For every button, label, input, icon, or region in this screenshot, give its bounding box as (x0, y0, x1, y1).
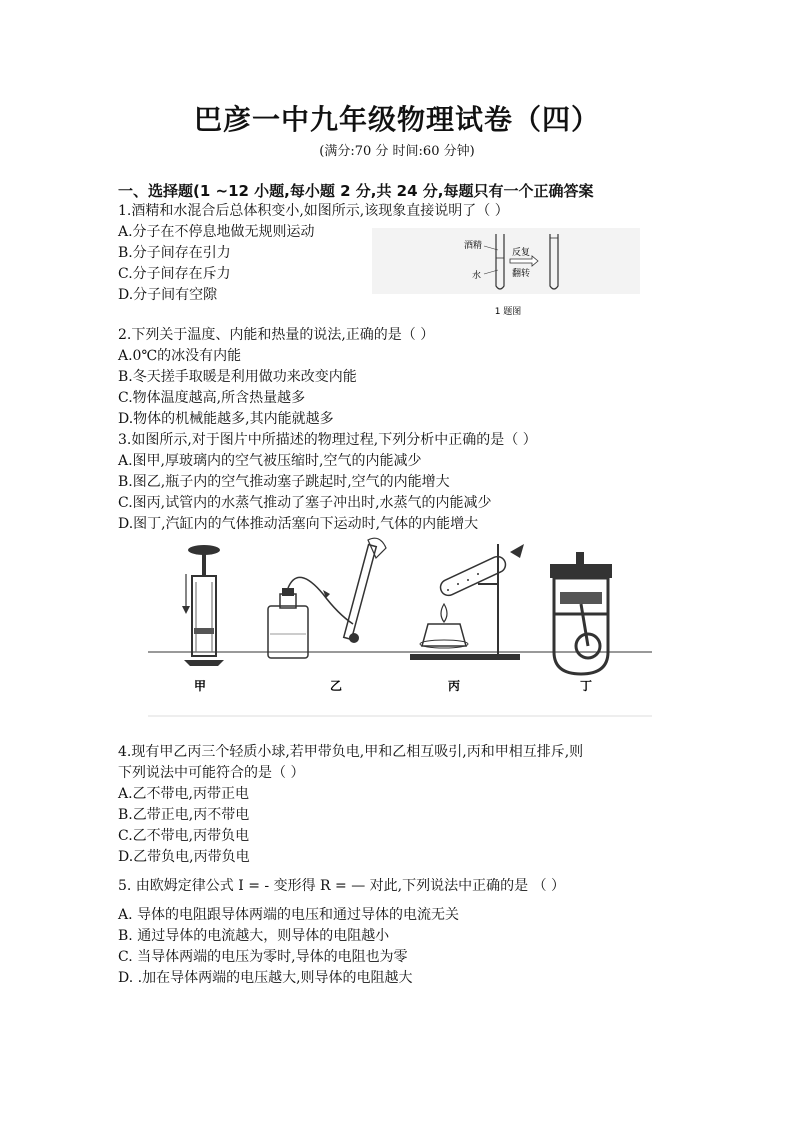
q1-option-a: A.分子在不停息地做无规则运动 (118, 224, 315, 240)
q3-option-b: B.图乙,瓶子内的空气推动塞子跳起时,空气的内能增大 (118, 474, 450, 490)
q4-option-b: B.乙带正电,丙不带电 (118, 807, 250, 823)
label-jia: 甲 (193, 679, 207, 693)
q3-stem: 3.如图所示,对于图片中所描述的物理过程,下列分析中正确的是（ ） (118, 432, 537, 448)
label-water: 水 (472, 271, 482, 281)
q5-option-d: D. .加在导体两端的电压越大,则导体的电阻越大 (118, 970, 413, 986)
q4-option-c: C.乙不带电,丙带负电 (118, 828, 250, 844)
q5-stem: 5. 由欧姆定律公式 I = - 变形得 R = — 对此,下列说法中正确的是 （ ） (118, 878, 566, 894)
apparatus-ding-engine-cylinder (550, 552, 612, 674)
q1-figure-background (372, 228, 640, 294)
exam-subtitle: (满分:70 分 时间:60 分钟) (319, 144, 475, 159)
q2-option-b: B.冬天搓手取暖是利用做功来改变内能 (118, 369, 357, 385)
q1-stem: 1.酒精和水混合后总体积变小,如图所示,该现象直接说明了（ ） (118, 203, 509, 219)
q2-option-a: A.0℃的冰没有内能 (118, 348, 242, 364)
apparatus-yi-bottle-pump (268, 538, 386, 658)
apparatus-jia-compression-tube (182, 545, 224, 666)
label-flip-top: 反复 (512, 248, 531, 258)
q3-option-d: D.图丁,汽缸内的气体推动活塞向下运动时,气体的内能增大 (118, 516, 479, 532)
apparatus-bing-steam-tube (410, 544, 524, 660)
q1-option-d: D.分子间有空隙 (118, 287, 218, 303)
q1-figure-caption: 1 题图 (494, 307, 522, 317)
q1-option-c: C.分子间存在斥力 (118, 266, 231, 282)
q2-option-d: D.物体的机械能越多,其内能就越多 (118, 411, 334, 427)
label-alcohol: 酒精 (464, 241, 483, 251)
q1-option-b: B.分子间存在引力 (118, 245, 231, 261)
q5-option-b: B. 通过导体的电流越大，则导体的电阻越小 (118, 928, 390, 944)
q4-stem-line1: 4.现有甲乙丙三个轻质小球,若甲带负电,甲和乙相互吸引,丙和甲相互排斥,则 (118, 744, 584, 760)
label-bing: 丙 (447, 679, 461, 693)
section-heading: 一、选择题(1 ~12 小题,每小题 2 分,共 24 分,每题只有一个正确答案 (118, 182, 594, 200)
q3-figure-thermal-processes (148, 534, 652, 718)
q4-option-d: D.乙带负电,丙带负电 (118, 849, 250, 865)
q3-option-a: A.图甲,厚玻璃内的空气被压缩时,空气的内能减少 (118, 453, 422, 469)
q5-option-c: C. 当导体两端的电压为零时,导体的电阻也为零 (118, 949, 408, 965)
q2-option-c: C.物体温度越高,所含热量越多 (118, 390, 306, 406)
exam-title: 巴彦一中九年级物理试卷（四） (193, 103, 600, 136)
q4-stem-line2: 下列说法中可能符合的是（ ） (118, 765, 305, 781)
q5-option-a: A. 导体的电阻跟导体两端的电压和通过导体的电流无关 (118, 907, 460, 923)
q3-option-c: C.图丙,试管内的水蒸气推动了塞子冲出时,水蒸气的内能减少 (118, 495, 492, 511)
label-flip-bottom: 翻转 (512, 269, 531, 279)
q4-option-a: A.乙不带电,丙带正电 (118, 786, 250, 802)
q2-stem: 2.下列关于温度、内能和热量的说法,正确的是（ ） (118, 327, 435, 343)
label-ding: 丁 (579, 679, 593, 693)
label-yi: 乙 (329, 679, 343, 693)
q1-figure-test-tubes (372, 228, 640, 318)
